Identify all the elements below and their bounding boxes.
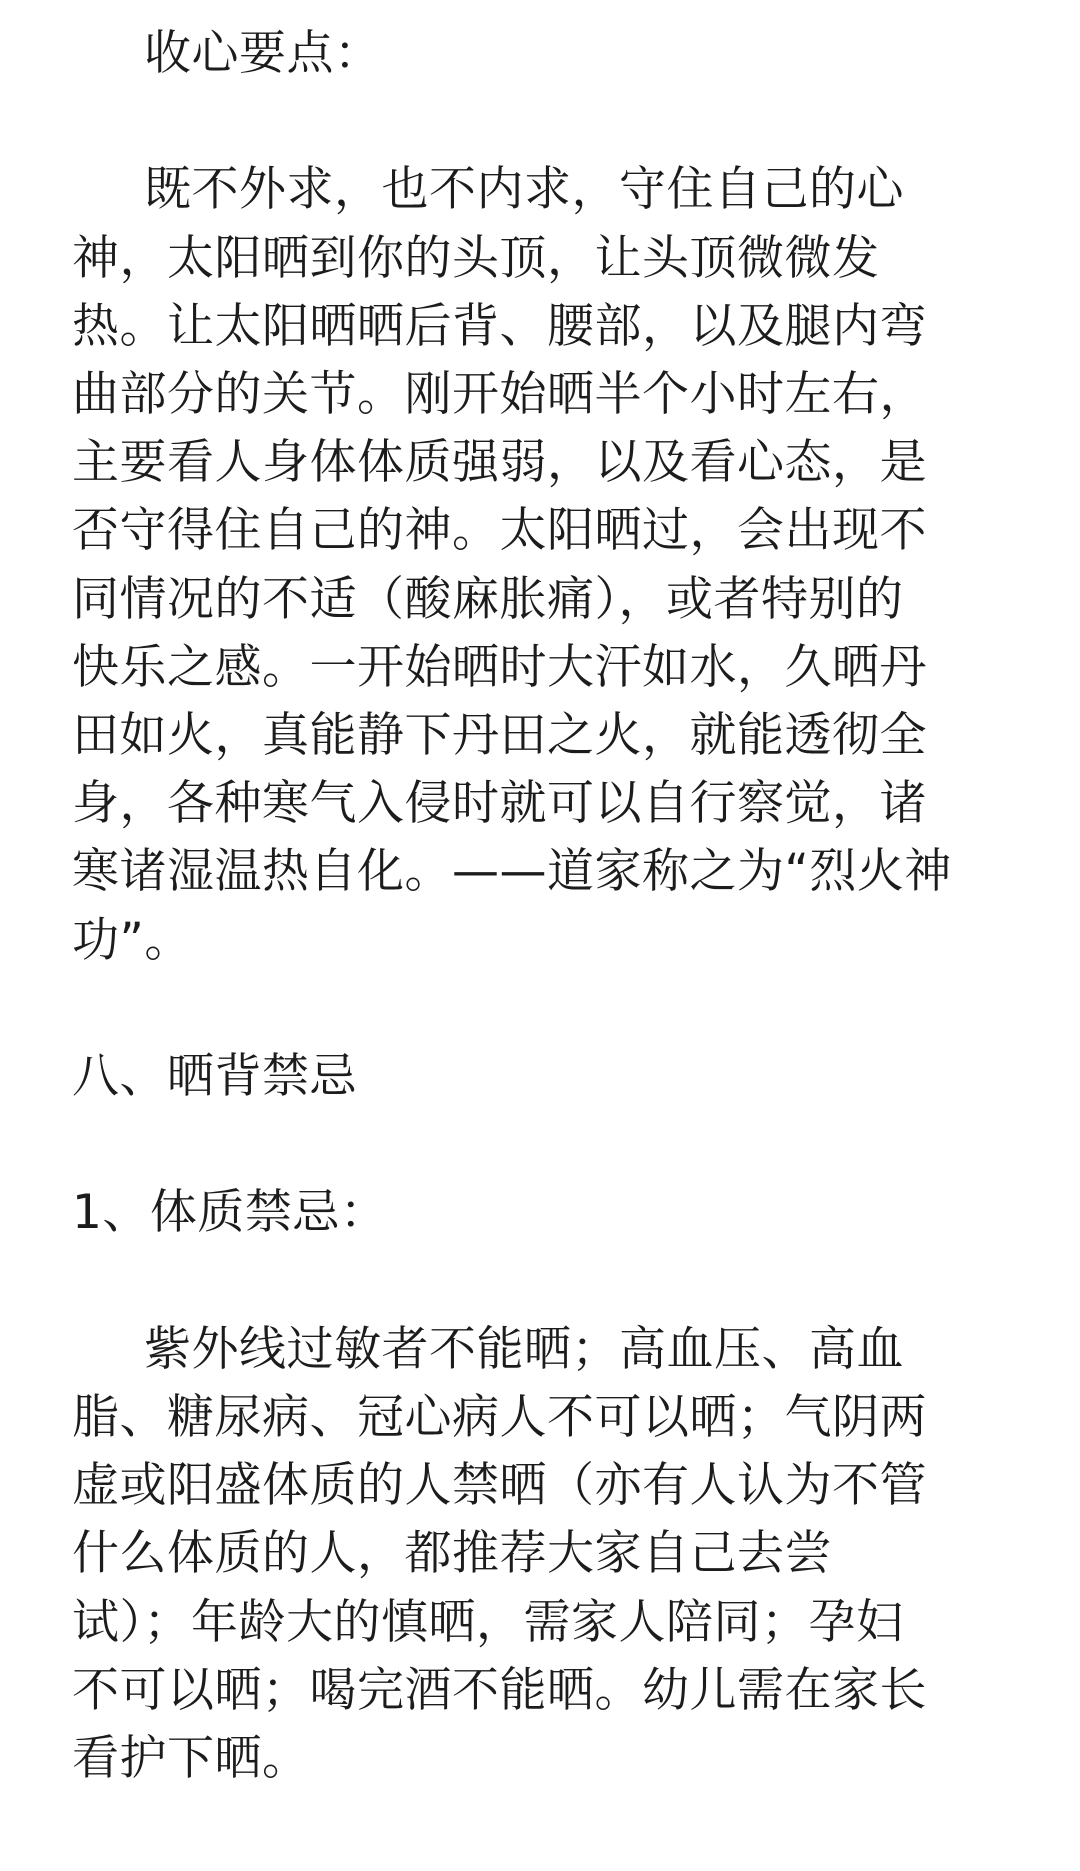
text-line: 否守得住自己的神。太阳晒过，会出现不	[72, 503, 927, 559]
article-body	[72, 20, 997, 1793]
text-line: 同情况的不适（酸麻胀痛），或者特别的	[72, 571, 904, 627]
text-line: 曲部分的关节。刚开始晒半个小时左右，	[72, 367, 927, 422]
text-line: 快乐之感。一开始晒时大汗如水，久晒丹	[72, 639, 927, 695]
text-line: 什么体质的人，都推荐大家自己去尝	[72, 1526, 832, 1582]
text-line: 功”。	[72, 912, 192, 968]
paragraph-gap	[72, 1248, 997, 1316]
text-line: 神，太阳晒到你的头顶，让头顶微微发	[72, 230, 880, 286]
heading-xinxin: 收心要点：	[144, 26, 382, 81]
paragraph-constitution	[72, 1316, 997, 1793]
text-line: 既不外求，也不内求，守住自己的心	[144, 162, 904, 218]
text-line: 寒诸湿温热自化。——道家称之为“烈火神	[72, 844, 952, 900]
text-line: 脂、糖尿病、冠心病人不可以晒；气阴两	[72, 1390, 927, 1445]
text-line: 主要看人身体体质强弱，以及看心态，是	[72, 435, 927, 491]
text-line: 虚或阳盛体质的人禁晒（亦有人认为不管	[72, 1458, 927, 1514]
paragraph-gap	[72, 88, 997, 156]
text-line: 不可以晒；喝完酒不能晒。幼儿需在家长	[72, 1662, 927, 1718]
subsection-title: 1、体质禁忌：	[72, 1185, 388, 1241]
text-line: 田如火，真能静下丹田之火，就能透彻全	[72, 708, 927, 764]
text-line: 看护下晒。	[72, 1731, 310, 1787]
text-line: 紫外线过敏者不能晒；高血压、高血	[144, 1321, 904, 1377]
text-line: 身，各种寒气入侵时就可以自行察觉，诸	[72, 776, 927, 832]
section-title: 八、晒背禁忌	[72, 1049, 357, 1105]
paragraph-gap	[72, 975, 997, 1043]
text-line: 试）；年龄大的慎晒，需家人陪同；孕妇	[72, 1594, 904, 1650]
text-line: 热。让太阳晒晒后背、腰部，以及腿内弯	[72, 298, 927, 354]
paragraph-gap	[72, 1111, 997, 1179]
paragraph-xinxin	[72, 156, 997, 974]
